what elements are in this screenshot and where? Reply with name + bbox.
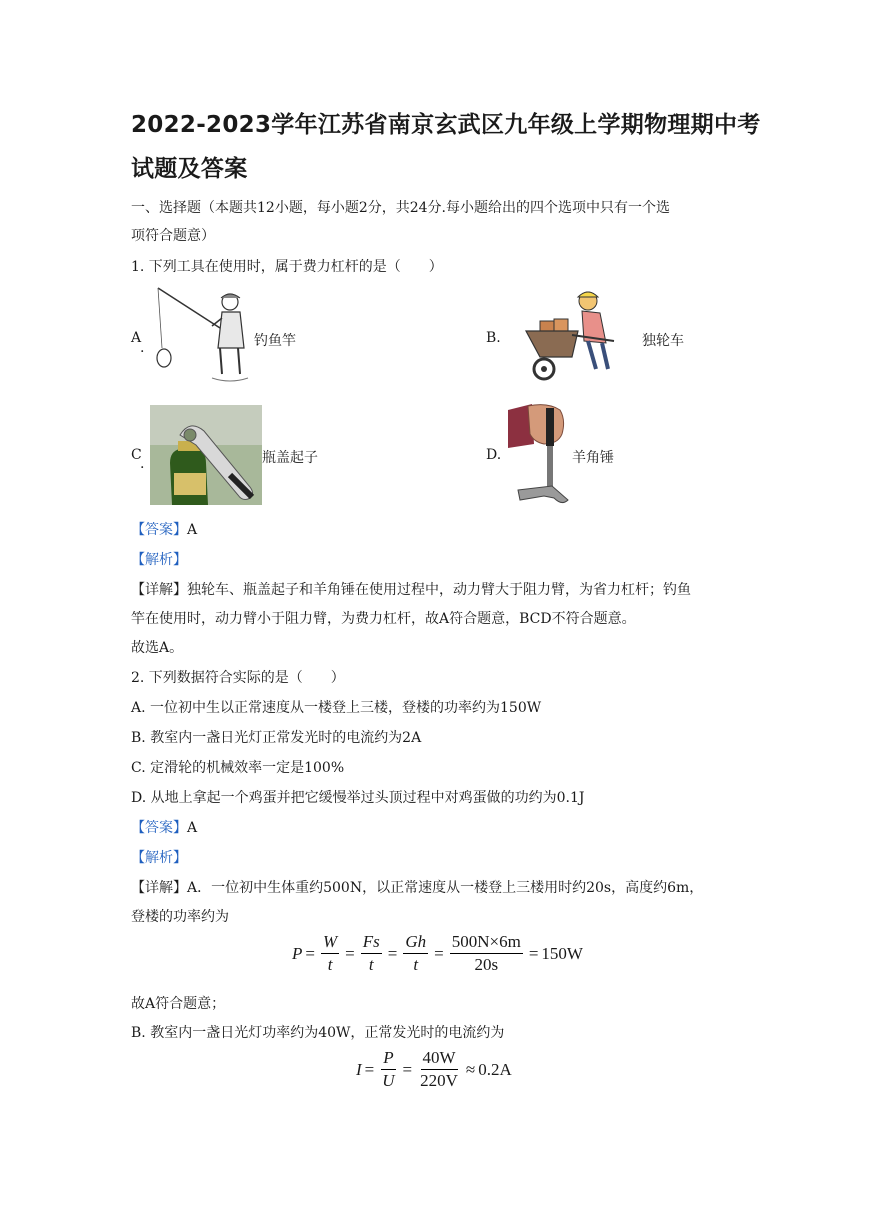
option-b-letter: B. <box>486 330 501 346</box>
q2-a-conclusion: 故A符合题意； <box>131 996 226 1012</box>
q2-analysis-tag: 【解析】 <box>131 850 187 866</box>
q2-answer-value: A <box>187 820 198 836</box>
eq1-fraction-1: $\frac{W}{t}$ <box>322 932 338 974</box>
q2-answer <box>131 817 197 837</box>
eq1-result: 150W <box>541 943 583 963</box>
option-b-text: 独轮车 <box>642 333 684 349</box>
section-header-line1: 一、选择题（本题共12小题，每小题2分，共24分.每小题给出的四个选项中只有一个选 <box>131 200 670 216</box>
question-1-stem: 1. 下列工具在使用时，属于费力杠杆的是（ ） <box>131 259 443 275</box>
option-a-dot: . <box>140 340 145 356</box>
detail-tag: 【详解】 <box>131 582 187 598</box>
option-d-text: 羊角锤 <box>572 450 614 466</box>
q1-answer-value: A <box>187 522 198 538</box>
eq2-fraction-1: $\frac{P}{U}$ <box>382 1048 395 1090</box>
eq2-approx: ≈ <box>465 1059 476 1079</box>
answer-tag: 【答案】 <box>131 820 187 836</box>
eq2-lhs: I <box>356 1059 362 1079</box>
detail-tag: 【详解】 <box>131 880 187 896</box>
document-title-line1: 2022-2023学年江苏省南京玄武区九年级上学期物理期中考 <box>131 112 761 138</box>
power-equation: P = $\frac{W}{t}$ = $\frac{Fs}{t}$ = $\frac{Gh}{t}$ = $\frac{500N\times 6m}{20s}$ = 150W <box>292 932 583 974</box>
option-a-text: 钓鱼竿 <box>254 333 296 349</box>
bottle-opener-image <box>150 405 262 505</box>
answer-tag: 【答案】 <box>131 522 187 538</box>
q2-detail-line1 <box>131 877 703 897</box>
eq1-fraction-3: $\frac{Gh}{t}$ <box>405 932 427 974</box>
option-c-text: 瓶盖起子 <box>262 450 318 466</box>
option-c-letter: C <box>131 447 142 463</box>
option-c-dot: . <box>140 456 145 472</box>
fishing-rod-person-image <box>150 286 252 386</box>
q2-b-line: B. 教室内一盏日光灯功率约为40W，正常发光时的电流约为 <box>131 1025 505 1041</box>
q1-analysis-tag: 【解析】 <box>131 552 187 568</box>
section-header-line2: 项符合题意） <box>131 228 215 244</box>
question-2-stem: 2. 下列数据符合实际的是（ ） <box>131 670 345 686</box>
q2-option-a: A. 一位初中生以正常速度从一楼登上三楼，登楼的功率约为150W <box>131 700 542 716</box>
q1-detail-line1 <box>131 579 691 599</box>
q2-option-d: D. 从地上拿起一个鸡蛋并把它缓慢举过头顶过程中对鸡蛋做的功约为0.1J <box>131 790 585 806</box>
document-title-line2: 试题及答案 <box>131 156 248 182</box>
option-d-letter: D. <box>486 447 502 463</box>
eq2-fraction-2: $\frac{40W}{220V}$ <box>420 1048 458 1090</box>
eq1-lhs: P <box>292 943 303 963</box>
q2-detail-text1: A．一位初中生体重约500N，以正常速度从一楼登上三楼用时约20s，高度约6m， <box>187 880 704 896</box>
option-a-letter: A <box>131 330 142 346</box>
eq1-fraction-2: $\frac{Fs}{t}$ <box>362 932 380 974</box>
q1-detail-text1: 独轮车、瓶盖起子和羊角锤在使用过程中，动力臂大于阻力臂，为省力杠杆；钓鱼 <box>187 582 691 598</box>
q1-answer <box>131 519 197 539</box>
q2-option-c: C. 定滑轮的机械效率一定是100% <box>131 760 345 776</box>
eq1-fraction-4: $\frac{500N\times 6m}{20s}$ <box>451 932 521 974</box>
current-equation: I = $\frac{P}{U}$ = $\frac{40W}{220V}$ ≈ 0.2A <box>356 1048 512 1090</box>
q1-conclusion: 故选A。 <box>131 640 184 656</box>
claw-hammer-image <box>508 404 570 508</box>
wheelbarrow-image <box>510 285 640 390</box>
q1-detail-line2: 竿在使用时，动力臂小于阻力臂，为费力杠杆，故A符合题意，BCD不符合题意。 <box>131 611 636 627</box>
q2-option-b: B. 教室内一盏日光灯正常发光时的电流约为2A <box>131 730 422 746</box>
q2-detail-line2: 登楼的功率约为 <box>131 909 229 925</box>
eq2-result: 0.2A <box>478 1059 512 1079</box>
